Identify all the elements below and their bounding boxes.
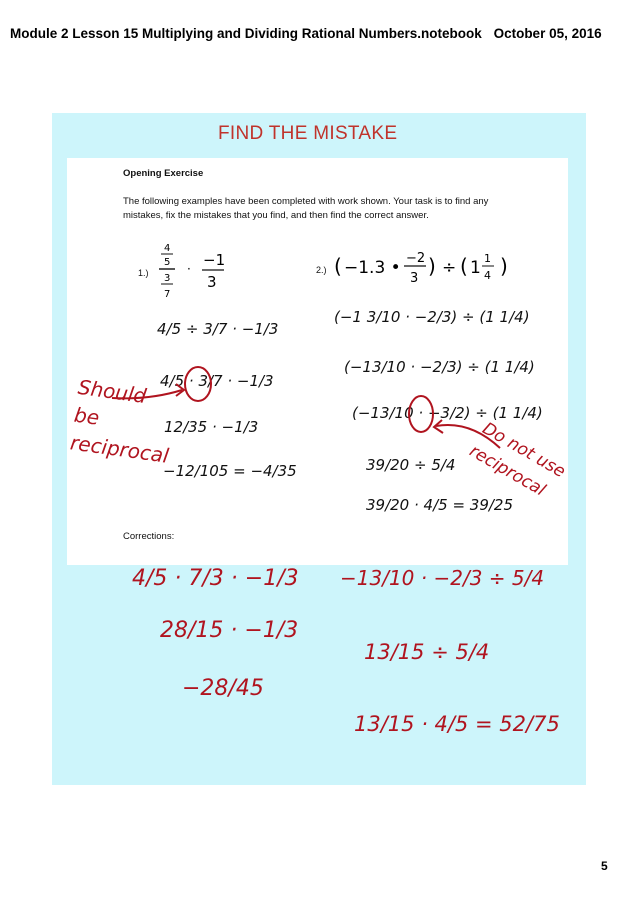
instructions-line-1: The following examples have been completed with work shown. Your task is to find any bbox=[123, 196, 489, 207]
svg-text:÷: ÷ bbox=[442, 258, 457, 278]
svg-text:(: ( bbox=[460, 254, 468, 278]
problem-2-number: 2.) bbox=[316, 265, 327, 275]
circle-mark-right bbox=[409, 396, 433, 432]
svg-text:·: · bbox=[187, 262, 191, 276]
svg-text:−1: −1 bbox=[203, 251, 226, 269]
svg-text:): ) bbox=[428, 254, 436, 278]
right-annotation: Do not use reciprocal bbox=[465, 418, 569, 501]
svg-text:−1.3 •: −1.3 • bbox=[344, 258, 401, 278]
svg-text:−2: −2 bbox=[406, 251, 426, 266]
correction-p1-line-3: −28/45 bbox=[182, 676, 264, 701]
svg-text:4: 4 bbox=[164, 243, 171, 254]
p2-step-1: (−1 3/10 · −2/3) ÷ (1 1/4) bbox=[334, 308, 530, 326]
arrow-right bbox=[436, 425, 500, 448]
p2-step-5: 39/20 · 4/5 = 39/25 bbox=[366, 496, 514, 514]
correction-p1-line-1: 4/5 · 7/3 · −1/3 bbox=[132, 566, 299, 591]
p1-step-3: 12/35 · −1/3 bbox=[164, 418, 259, 436]
correction-p2-line-3: 13/15 · 4/5 = 52/75 bbox=[354, 712, 560, 736]
notebook-date: October 05, 2016 bbox=[493, 26, 602, 41]
svg-text:7: 7 bbox=[164, 289, 171, 300]
p2-step-3: (−13/10 · −3/2) ÷ (1 1/4) bbox=[352, 404, 543, 422]
svg-text:4: 4 bbox=[484, 269, 491, 282]
correction-p2-line-1: −13/10 · −2/3 ÷ 5/4 bbox=[340, 566, 545, 590]
p1-step-1: 4/5 ÷ 3/7 · −1/3 bbox=[157, 320, 279, 338]
correction-p2-line-2: 13/15 ÷ 5/4 bbox=[364, 640, 490, 664]
correction-p1-line-2: 28/15 · −1/3 bbox=[160, 618, 299, 643]
svg-text:3: 3 bbox=[410, 271, 419, 286]
svg-text:): ) bbox=[500, 254, 508, 278]
worksheet-heading: Opening Exercise bbox=[123, 168, 204, 179]
slide-title: FIND THE MISTAKE bbox=[218, 123, 398, 144]
corrections-label: Corrections: bbox=[123, 531, 175, 542]
svg-text:1: 1 bbox=[484, 252, 491, 265]
problem-1-number: 1.) bbox=[138, 268, 149, 278]
left-annotation: Should be reciprocal bbox=[68, 374, 171, 468]
p1-step-4: −12/105 = −4/35 bbox=[163, 462, 297, 480]
page-number: 5 bbox=[601, 859, 608, 873]
arrow-left bbox=[112, 390, 182, 398]
svg-text:5: 5 bbox=[164, 257, 171, 268]
svg-text:3: 3 bbox=[207, 273, 217, 291]
svg-text:1: 1 bbox=[470, 258, 481, 278]
p2-step-4: 39/20 ÷ 5/4 bbox=[366, 456, 456, 474]
circle-mark-left bbox=[185, 367, 211, 401]
p2-step-2: (−13/10 · −2/3) ÷ (1 1/4) bbox=[344, 358, 535, 376]
notebook-title: Module 2 Lesson 15 Multiplying and Dividing Rational Numbers.notebook bbox=[10, 26, 482, 41]
svg-text:3: 3 bbox=[164, 273, 171, 284]
instructions-line-2: mistakes, fix the mistakes that you find, and then find the correct answer. bbox=[123, 210, 429, 221]
p1-step-2: 4/5 · 3/7 · −1/3 bbox=[160, 372, 274, 390]
svg-text:(: ( bbox=[334, 254, 342, 278]
